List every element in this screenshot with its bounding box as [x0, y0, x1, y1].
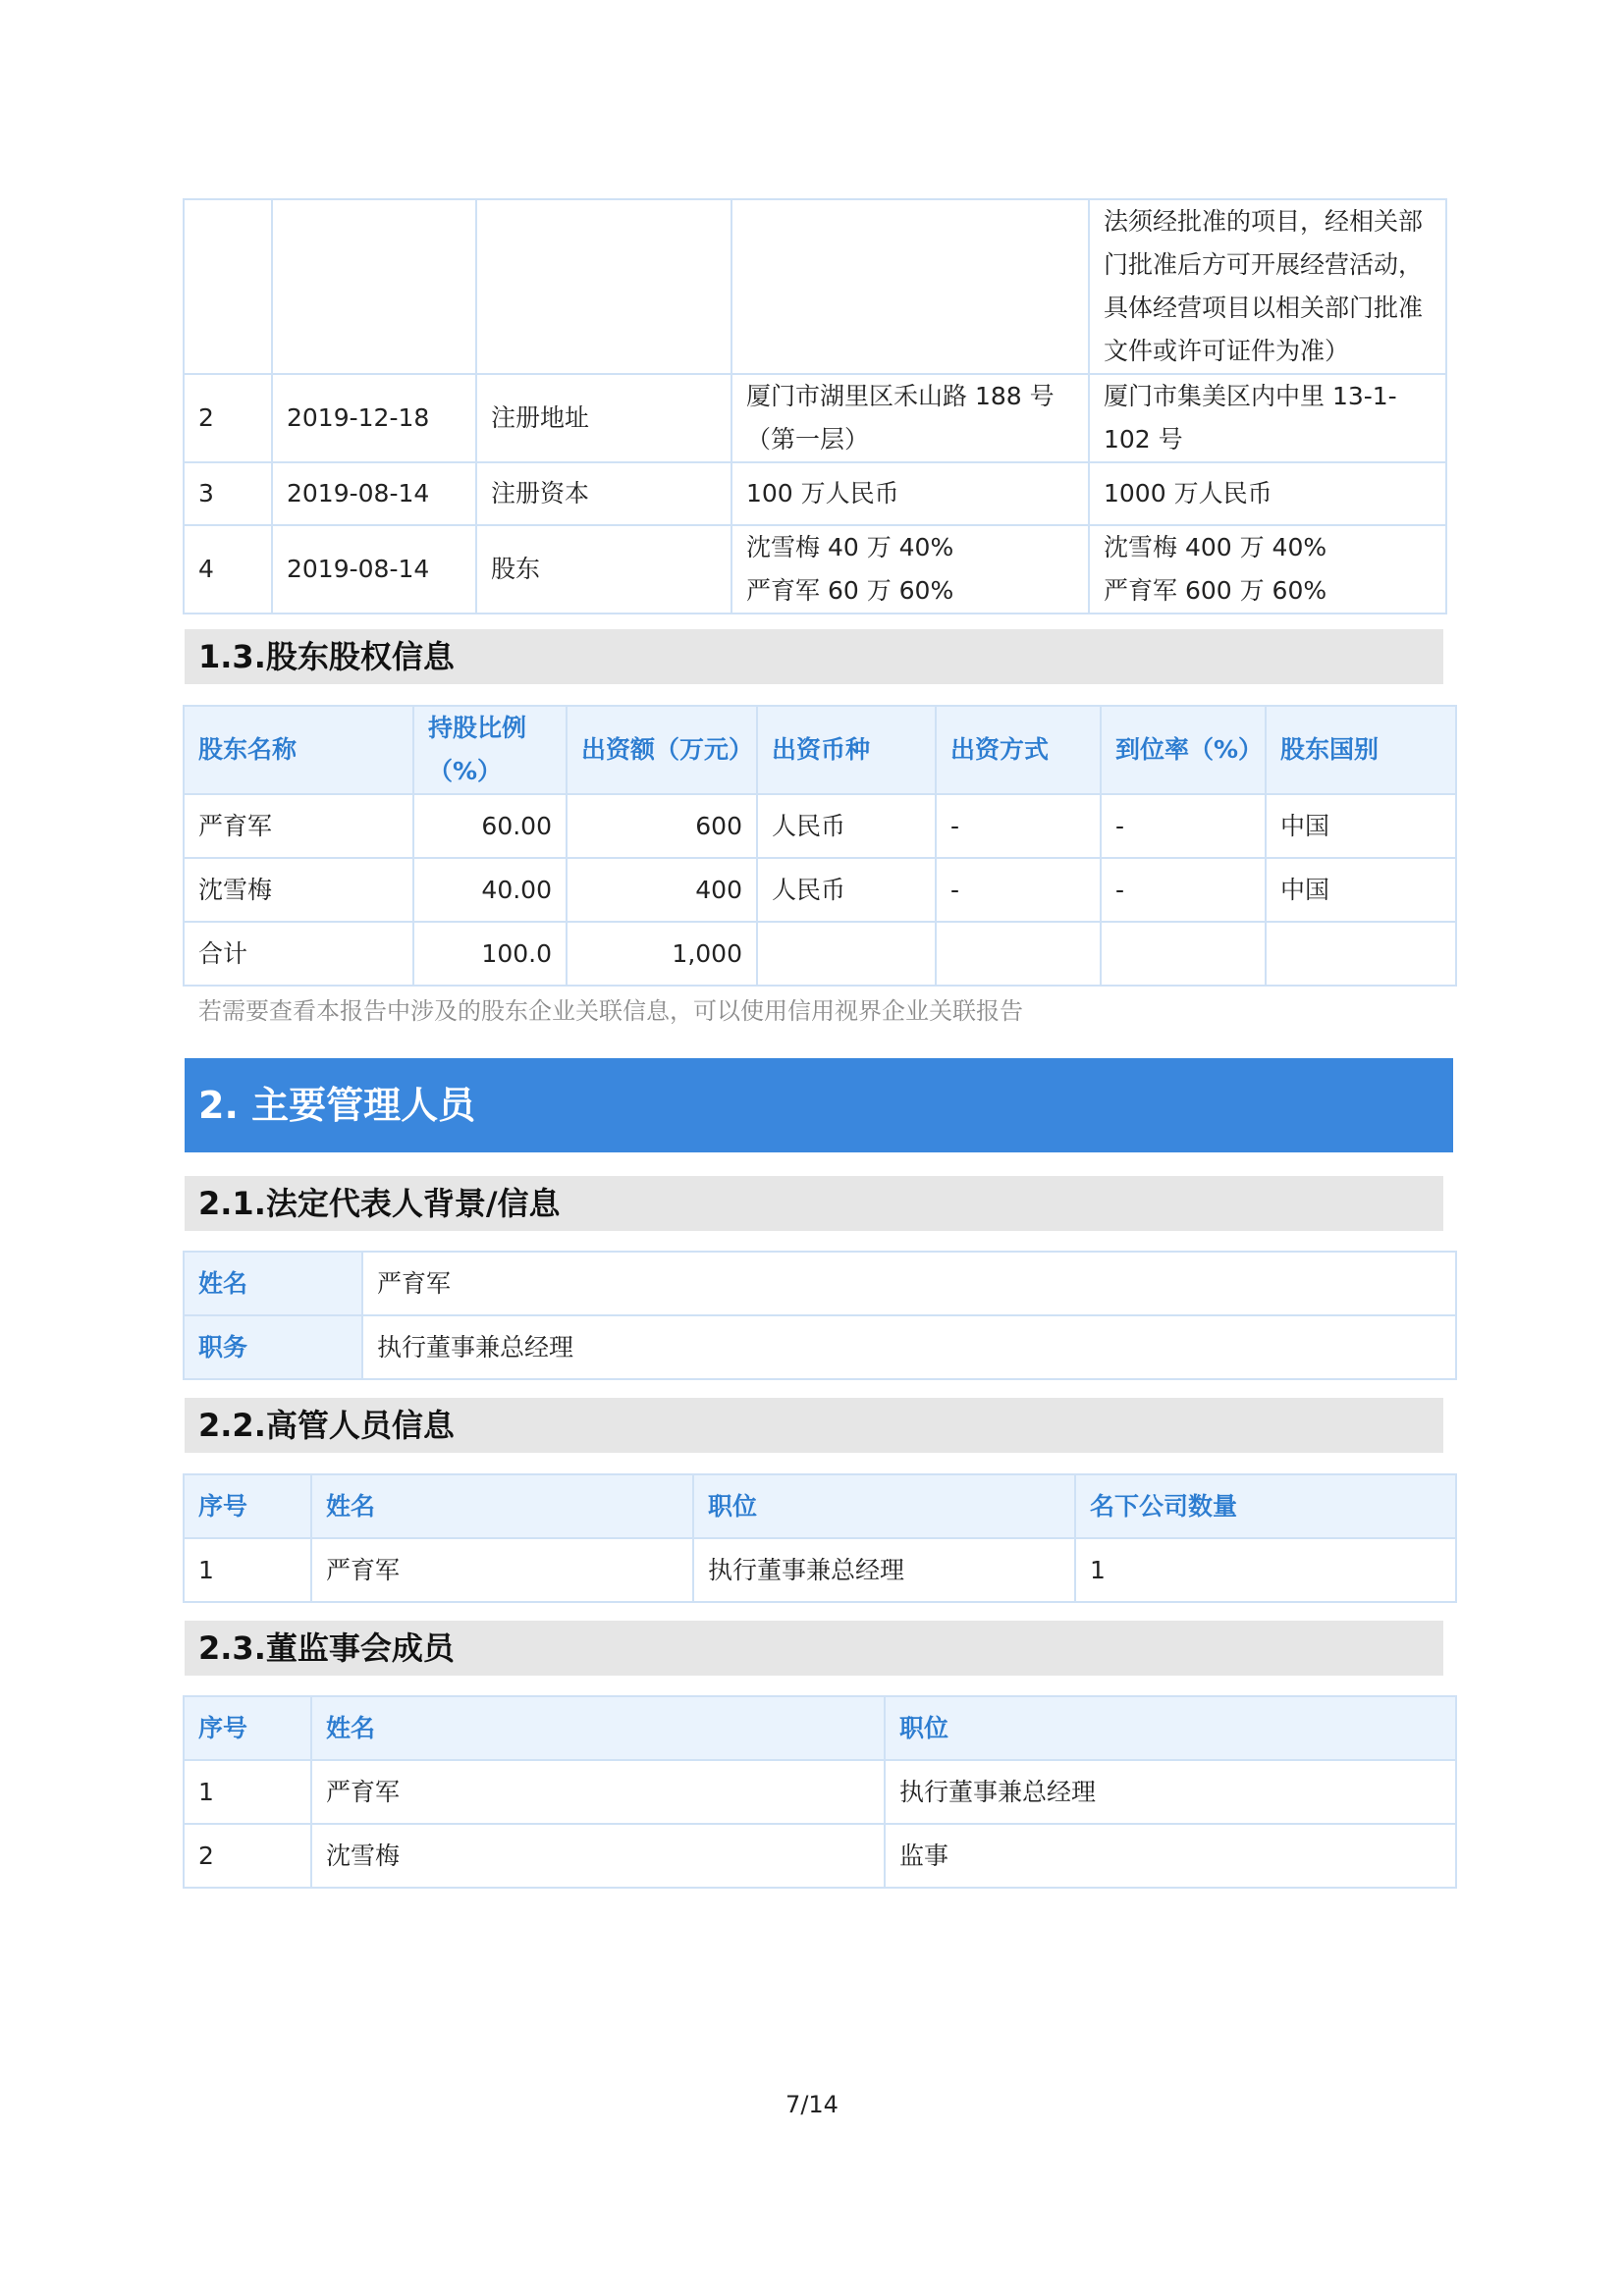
change-date: 2019-12-18 — [272, 374, 476, 462]
legal-rep-table — [183, 1251, 1457, 1380]
table-header-row — [184, 1474, 1456, 1538]
cell — [936, 922, 1101, 986]
col-header: 职位 — [885, 1696, 1456, 1760]
change-history-table — [183, 198, 1447, 614]
table-row — [184, 858, 1456, 922]
col-header: 姓名 — [311, 1474, 693, 1538]
change-no — [184, 199, 272, 374]
cell: 中国 — [1266, 794, 1456, 858]
shareholder-table — [183, 705, 1457, 987]
col-header: 名下公司数量 — [1075, 1474, 1456, 1538]
table-row — [184, 1824, 1456, 1888]
table-row — [184, 1252, 1456, 1315]
change-before — [731, 525, 1089, 614]
col-header: 股东名称 — [184, 706, 413, 794]
change-item: 股东 — [476, 525, 731, 614]
table-row — [184, 462, 1446, 525]
change-after-line: 沈雪梅 400 万 40% — [1104, 533, 1327, 561]
table-row — [184, 1315, 1456, 1379]
change-after — [1089, 525, 1446, 614]
table-row — [184, 794, 1456, 858]
change-item — [476, 199, 731, 374]
cell — [757, 922, 936, 986]
executives-table — [183, 1473, 1457, 1603]
col-header: 序号 — [184, 1474, 311, 1538]
change-before: 100 万人民币 — [731, 462, 1089, 525]
cell: 合计 — [184, 922, 413, 986]
change-date: 2019-08-14 — [272, 462, 476, 525]
cell — [1266, 922, 1456, 986]
change-after: 厦门市集美区内中里 13-1-102 号 — [1089, 374, 1446, 462]
change-after: 1000 万人民币 — [1089, 462, 1446, 525]
cell: 中国 — [1266, 858, 1456, 922]
col-header: 职位 — [693, 1474, 1075, 1538]
col-header: 出资币种 — [757, 706, 936, 794]
change-before-line: 沈雪梅 40 万 40% — [746, 533, 954, 561]
cell: 执行董事兼总经理 — [885, 1760, 1456, 1824]
table-row — [184, 1538, 1456, 1602]
section-title-2-3: 2.3.董监事会成员 — [185, 1621, 1443, 1676]
change-no: 3 — [184, 462, 272, 525]
chapter-title-2: 2. 主要管理人员 — [185, 1058, 1453, 1152]
cell: 100.0 — [413, 922, 567, 986]
row-value: 执行董事兼总经理 — [362, 1315, 1456, 1379]
change-before — [731, 199, 1089, 374]
change-before-line: 严育军 60 万 60% — [746, 576, 954, 605]
cell: 沈雪梅 — [311, 1824, 885, 1888]
row-label: 姓名 — [184, 1252, 362, 1315]
cell: 执行董事兼总经理 — [693, 1538, 1075, 1602]
cell: - — [936, 858, 1101, 922]
change-before: 厦门市湖里区禾山路 188 号（第一层） — [731, 374, 1089, 462]
cell: 400 — [567, 858, 757, 922]
cell: 2 — [184, 1824, 311, 1888]
board-members-table — [183, 1695, 1457, 1889]
col-header: 股东国别 — [1266, 706, 1456, 794]
cell — [1101, 922, 1266, 986]
cell: - — [936, 794, 1101, 858]
cell: 60.00 — [413, 794, 567, 858]
change-no: 4 — [184, 525, 272, 614]
cell: 严育军 — [184, 794, 413, 858]
cell: 人民币 — [757, 794, 936, 858]
col-header: 到位率（%） — [1101, 706, 1266, 794]
cell: 沈雪梅 — [184, 858, 413, 922]
col-header: 序号 — [184, 1696, 311, 1760]
cell: 1 — [184, 1538, 311, 1602]
change-date: 2019-08-14 — [272, 525, 476, 614]
related-report-note: 若需要查看本报告中涉及的股东企业关联信息，可以使用信用视界企业关联报告 — [198, 997, 1023, 1025]
row-label: 职务 — [184, 1315, 362, 1379]
cell: 1 — [1075, 1538, 1456, 1602]
change-date — [272, 199, 476, 374]
table-header-row — [184, 706, 1456, 794]
table-row — [184, 1760, 1456, 1824]
change-item: 注册地址 — [476, 374, 731, 462]
section-title-2-2: 2.2.高管人员信息 — [185, 1398, 1443, 1453]
table-header-row — [184, 1696, 1456, 1760]
table-row — [184, 374, 1446, 462]
section-title-2-1: 2.1.法定代表人背景/信息 — [185, 1176, 1443, 1231]
change-no: 2 — [184, 374, 272, 462]
change-item: 注册资本 — [476, 462, 731, 525]
cell: 监事 — [885, 1824, 1456, 1888]
row-value: 严育军 — [362, 1252, 1456, 1315]
cell: 40.00 — [413, 858, 567, 922]
cell: 人民币 — [757, 858, 936, 922]
cell: 1 — [184, 1760, 311, 1824]
table-row — [184, 199, 1446, 374]
section-title-1-3: 1.3.股东股权信息 — [185, 629, 1443, 684]
change-after: 法须经批准的项目，经相关部门批准后方可开展经营活动，具体经营项目以相关部门批准文件或许可证件为准） — [1089, 199, 1446, 374]
col-header: 出资方式 — [936, 706, 1101, 794]
cell: 严育军 — [311, 1760, 885, 1824]
table-row-total — [184, 922, 1456, 986]
cell: 严育军 — [311, 1538, 693, 1602]
table-row — [184, 525, 1446, 614]
cell: 600 — [567, 794, 757, 858]
change-after-line: 严育军 600 万 60% — [1104, 576, 1327, 605]
col-header: 出资额（万元） — [567, 706, 757, 794]
page-number: 7/14 — [785, 2091, 839, 2118]
col-header: 持股比例（%） — [413, 706, 567, 794]
cell: - — [1101, 794, 1266, 858]
col-header: 姓名 — [311, 1696, 885, 1760]
cell: - — [1101, 858, 1266, 922]
cell: 1,000 — [567, 922, 757, 986]
